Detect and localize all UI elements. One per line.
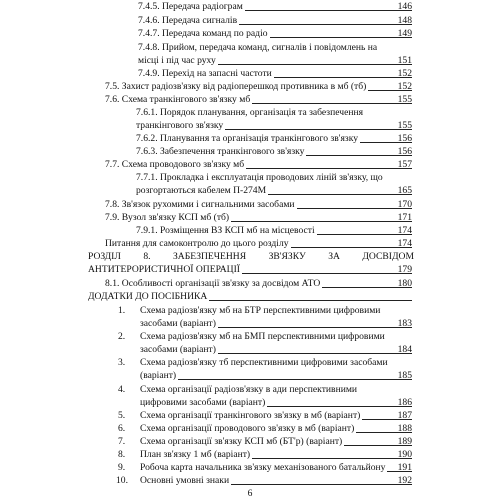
- toc-entry: (варіант): [140, 370, 414, 382]
- toc-entry: розгортаються кабелем П-274М: [136, 185, 414, 197]
- toc-entry: 7.9. Вузол зв'язку КСП мб (тб): [105, 212, 414, 224]
- toc-entry: 7.4.6. Передача сигналів: [138, 15, 414, 27]
- toc-entry: 7.6. Схема транкінгового зв'язку мб: [105, 94, 414, 106]
- appendix-number: 9.: [118, 462, 126, 473]
- toc-entry: Схема організації проводового зв'язку в мб (варіант): [140, 423, 414, 435]
- toc-page-number: 156: [397, 133, 412, 144]
- toc-entry: 8.1. Особливості організації зв'язку за досвідом АТО: [105, 278, 414, 290]
- toc-page-number: 155: [397, 120, 412, 131]
- toc-page-number: 157: [397, 159, 412, 170]
- appendix-number: 5.: [118, 410, 126, 421]
- toc-entry-line-1: 7.4.8. Прийом, передача команд, сигналів і повідомлень на: [138, 42, 378, 53]
- appendix-number: 7.: [118, 436, 126, 447]
- toc-page-number: 152: [397, 68, 412, 79]
- toc-entry: 7.6.3. Забезпечення транкінгового зв'язку: [136, 146, 414, 158]
- page-number: 6: [247, 488, 253, 499]
- toc-entry-line-1: Схема радіозв'язку мб на БТР перспективними цифровими: [140, 305, 381, 316]
- toc-entry: 7.4.5. Передача радіограм: [138, 1, 414, 13]
- appendix-number: 8.: [118, 449, 126, 460]
- toc-entry: Схема організації транкінгового зв'язку в мб (варіант): [140, 410, 414, 422]
- toc-entry: 7.4.9. Перехід на запасні частоти: [138, 68, 414, 80]
- toc-page-number: 179: [397, 264, 412, 275]
- toc-entry: 7.8. Зв'язок рухомими і сигнальними засобами: [105, 199, 414, 211]
- toc-page-number: 186: [397, 397, 412, 408]
- toc-entry: 7.4.7. Передача команд по радіо: [138, 28, 414, 40]
- toc-entry: транкінгового зв'язку: [136, 120, 414, 132]
- toc-page-number: 183: [397, 318, 412, 329]
- section-heading: РОЗДІЛ 8. ЗАБЕЗПЕЧЕННЯ ЗВ'ЯЗКУ ЗА ДОСВІДОМ: [88, 251, 414, 262]
- toc-entry: Питання для самоконтролю до цього розділу: [105, 238, 414, 250]
- toc-page-number: 180: [397, 278, 412, 289]
- appendix-number: 10.: [116, 475, 128, 486]
- appendix-number: 4.: [118, 384, 126, 395]
- toc-entry: засобами (варіант): [140, 318, 414, 330]
- toc-entry: Робоча карта начальника зв'язку механізованого батальйону: [140, 462, 414, 474]
- toc-entry-line-1: Схема радіозв'язку мб на БМП перспективними цифровими: [140, 331, 385, 342]
- toc-entry-line-1: 7.7.1. Прокладка і експлуатація проводових ліній зв'язку, що: [136, 172, 383, 183]
- toc-page-number: 156: [397, 146, 412, 157]
- toc-entry: 7.9.1. Розміщення ВЗ КСП мб на місцевості: [136, 225, 414, 237]
- toc-page-number: 174: [397, 238, 412, 249]
- toc-page-number: 191: [397, 462, 412, 473]
- toc-page-number: 189: [397, 436, 412, 447]
- toc-page-number: 151: [397, 55, 412, 66]
- toc-page-number: 148: [397, 15, 412, 26]
- toc-entry-line-1: Схема радіозв'язку тб перспективними цифровими засобами: [140, 357, 388, 368]
- appendix-number: 3.: [118, 357, 126, 368]
- toc-page-number: 192: [397, 475, 412, 486]
- appendix-number: 1.: [118, 305, 126, 316]
- toc-entry: 7.5. Захист радіозв'язку від радіоперешкод противника в мб (тб): [105, 81, 414, 93]
- toc-page-number: 187: [397, 410, 412, 421]
- appendix-heading: ДОДАТКИ ДО ПОСІБНИКА: [88, 291, 414, 303]
- toc-page-number: 190: [397, 449, 412, 460]
- toc-entry-line-1: Схема організації радіозв'язку в ади перспективними: [140, 384, 358, 395]
- toc-page-number: 174: [397, 225, 412, 236]
- toc-page-number: 185: [397, 370, 412, 381]
- toc-entry-line-1: 7.6.1. Порядок планування, організація та забезпечення: [136, 107, 364, 118]
- toc-entry: 7.7. Схема проводового зв'язку мб: [105, 159, 414, 171]
- toc-page-number: 188: [397, 423, 412, 434]
- toc-entry: засобами (варіант): [140, 344, 414, 356]
- toc-page-number: 165: [397, 185, 412, 196]
- toc-page-number: 152: [397, 81, 412, 92]
- toc-page-number: 155: [397, 94, 412, 105]
- toc-entry: 7.6.2. Планування та організація транкінгового зв'язку: [136, 133, 414, 145]
- toc-entry: Основні умовні знаки: [140, 475, 414, 487]
- toc-entry: місці і під час руху: [138, 55, 414, 67]
- appendix-number: 2.: [118, 331, 126, 342]
- appendix-number: 6.: [118, 423, 126, 434]
- toc-entry: АНТИТЕРОРИСТИЧНОЇ ОПЕРАЦІЇ: [88, 264, 414, 276]
- toc-entry: Схема організації зв'язку КСП мб (БТ'р) (варіант): [140, 436, 414, 448]
- toc-entry: План зв'язку 1 мб (варіант): [140, 449, 414, 461]
- toc-entry: цифровими засобами (варіант): [140, 397, 414, 409]
- toc-page-number: 146: [397, 1, 412, 12]
- toc-page-number: 184: [397, 344, 412, 355]
- toc-page-number: 170: [397, 199, 412, 210]
- toc-page-number: 171: [397, 212, 412, 223]
- toc-page-number: 149: [397, 28, 412, 39]
